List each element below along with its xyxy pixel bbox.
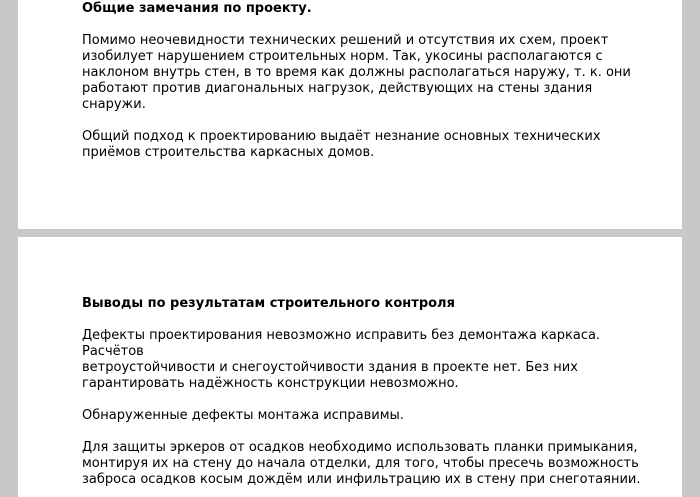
paragraph-violations: Помимо неочевидности технических решений и отсутствия их схем, проект изобилует нарушением строительных норм. Так, укосины располагаются с наклоном внутрь стен, в то время как должны располагаться наружу, т. к. они работают против диагональных нагрузок, действующих на стены здания снаружи. — [82, 33, 631, 112]
document-page-1 — [18, 0, 682, 229]
page-1-content — [82, 0, 642, 161]
paragraph-general-approach: Общий подход к проектированию выдаёт незнание основных технических приёмов строительства каркасных домов. — [82, 129, 601, 160]
paragraph-bay-protection: Для защиты эркеров от осадков необходимо использовать планки примыкания, монтируя их на стену до начала отделки, для того, чтобы пресечь возможность заброса осадков косым дождём или инфильтрацию их в стену при снеготаянии. — [82, 440, 641, 487]
page-2-content — [82, 296, 642, 488]
paragraph-design-defects: Дефекты проектирования невозможно исправить без демонтажа каркаса. Расчётов ветроустойчивости и снегоустойчивости здания в проекте нет. Без них гарантировать надёжность конструкции невозможно. — [82, 328, 601, 391]
document-page-2 — [18, 237, 682, 497]
paragraph-fixable-defects: Обнаруженные дефекты монтажа исправимы. — [82, 408, 404, 423]
section-heading-conclusions: Выводы по результатам строительного контроля — [82, 296, 455, 311]
section-heading-general-remarks: Общие замечания по проекту. — [82, 1, 312, 16]
